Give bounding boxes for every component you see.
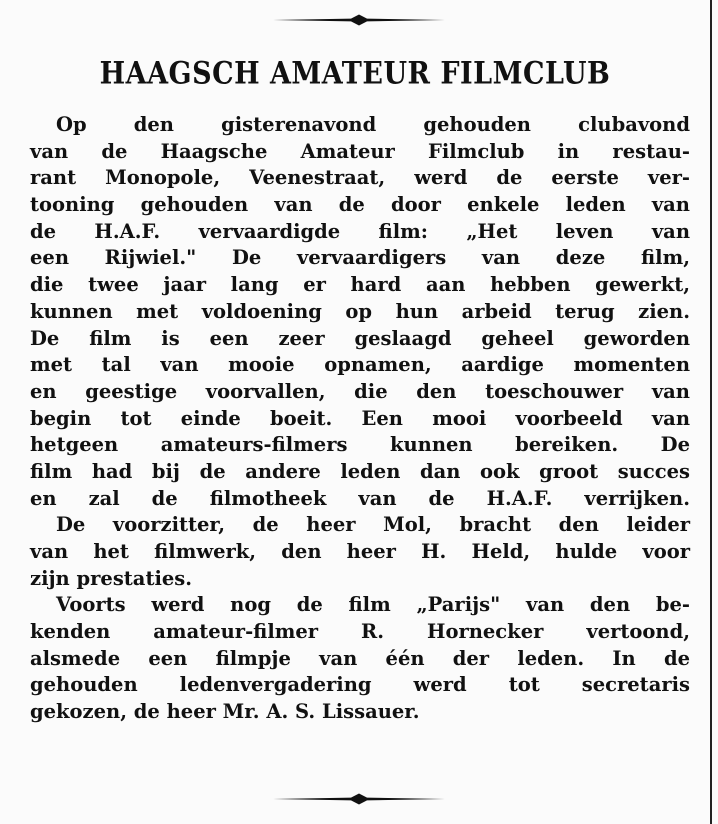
body-line: zijn prestaties.	[30, 566, 193, 590]
body-line: en zal de filmotheek van de H.A.F. verrijken.	[30, 486, 690, 510]
body-line: film had bij de andere leden dan ook groot succes	[30, 459, 690, 483]
body-line: hetgeen amateurs-filmers kunnen bereiken. De	[30, 433, 690, 457]
body-line: en geestige voorvallen, die den toeschouwer van	[30, 379, 690, 403]
body-line: die twee jaar lang er hard aan hebben gewerkt,	[30, 273, 690, 297]
bottom-ornament-divider	[273, 793, 445, 805]
body-line: De film is een zeer geslaagd geheel geworden	[30, 326, 690, 350]
body-line: met tal van mooie opnamen, aardige momenten	[30, 353, 690, 377]
body-line: Op den gisterenavond gehouden clubavond	[56, 113, 690, 136]
article-headline: HAAGSCH AMATEUR FILMCLUB	[99, 55, 611, 92]
body-line: gekozen, de heer Mr. A. S. Lissauer.	[30, 700, 420, 724]
body-line: de H.A.F. vervaardigde film: „Het leven van	[30, 219, 690, 243]
article-body	[30, 112, 690, 726]
body-line: tooning gehouden van de door enkele leden van	[30, 193, 690, 217]
body-line: rant Monopole, Veenestraat, werd de eerste ver-	[30, 166, 690, 190]
body-line: alsmede een filmpje van één der leden. In de	[30, 646, 690, 670]
body-line: gehouden ledenvergadering werd tot secretaris	[30, 673, 690, 697]
body-line: van de Haagsche Amateur Filmclub in restau-	[30, 139, 690, 163]
body-line: begin tot einde boeit. Een mooi voorbeeld van	[30, 406, 690, 430]
top-ornament-divider	[273, 14, 445, 26]
body-line: van het filmwerk, den heer H. Held, hulde voor	[30, 540, 690, 563]
body-line: Voorts werd nog de film „Parijs" van den be-	[56, 593, 690, 617]
column-rule	[710, 0, 712, 824]
body-line: kunnen met voldoening op hun arbeid terug zien.	[30, 299, 690, 323]
body-line: kenden amateur-filmer R. Hornecker vertoond,	[30, 620, 690, 644]
body-line: een Rijwiel." De vervaardigers van deze film,	[30, 246, 690, 270]
body-line: De voorzitter, de heer Mol, bracht den leider	[56, 513, 690, 537]
